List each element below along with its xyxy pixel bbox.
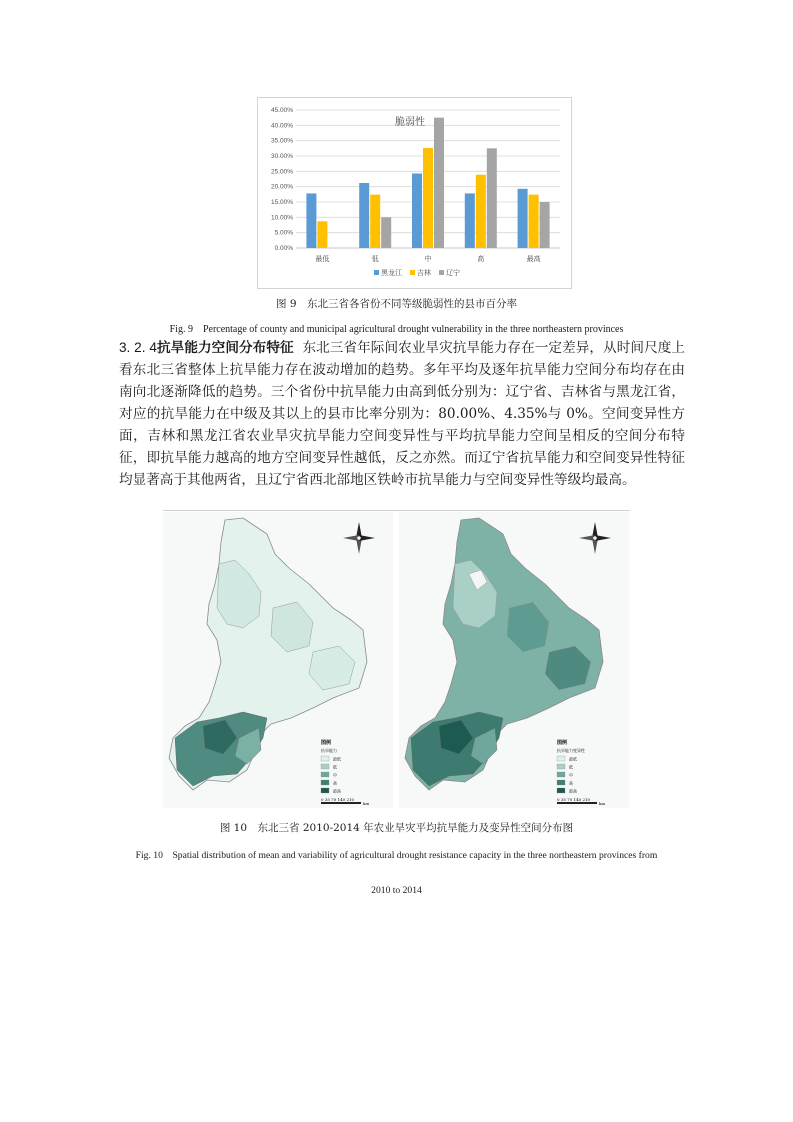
legend-swatch [321, 756, 329, 761]
y-tick-label: 35.00% [270, 137, 293, 145]
y-tick-label: 45.00% [270, 107, 293, 114]
scale-unit: km [599, 801, 606, 806]
x-tick-label: 中 [424, 255, 432, 263]
legend-class-label: 低 [569, 764, 573, 770]
section-heading: 抗旱能力空间分布特征 [156, 340, 294, 356]
legend-class-label: 中 [333, 772, 337, 778]
legend-swatch [557, 756, 565, 761]
scale-numbers: 0 35 70 140 210 [557, 797, 591, 802]
y-tick-label: 20.00% [270, 183, 293, 191]
legend-label: 吉林 [417, 269, 431, 277]
section-number: 3. 2. 4 [119, 340, 157, 355]
legend-subtitle: 抗旱能力变异性 [557, 748, 585, 753]
legend-swatch [321, 764, 329, 769]
map-resistance-variability [399, 512, 629, 808]
legend-swatch [321, 788, 329, 793]
legend-swatch [557, 788, 565, 793]
bar-黑龙江 [306, 193, 316, 248]
legend-swatch [557, 780, 565, 785]
bar-黑龙江 [518, 189, 528, 248]
legend-class-label: 低 [333, 764, 337, 770]
legend-class-label: 最高 [569, 788, 577, 794]
legend-label: 黑龙江 [381, 269, 402, 277]
x-tick-label: 最高 [526, 255, 541, 263]
bar-辽宁 [487, 148, 497, 248]
legend-title: 图例 [557, 740, 568, 746]
bar-吉林 [529, 195, 539, 248]
legend-subtitle: 抗旱能力 [321, 748, 337, 753]
legend-swatch [557, 764, 565, 769]
y-tick-label: 25.00% [270, 168, 293, 176]
legend-class-label: 最低 [569, 756, 577, 762]
x-tick-label: 最低 [315, 255, 330, 263]
x-tick-label: 高 [477, 255, 485, 263]
bar-吉林 [370, 195, 380, 248]
y-tick-label: 5.00% [274, 229, 293, 237]
scale-numbers: 0 35 70 140 210 [321, 797, 355, 802]
legend-label: 辽宁 [446, 269, 460, 277]
bar-辽宁 [381, 217, 391, 248]
y-tick-label: 30.00% [270, 153, 293, 160]
map-canvas-right [399, 512, 629, 808]
bar-黑龙江 [412, 173, 422, 248]
legend-swatch [374, 270, 379, 275]
y-tick-label: 40.00% [270, 122, 293, 130]
map-canvas-left [163, 512, 393, 808]
legend-swatch [439, 270, 444, 275]
chart-title: 脆弱性 [395, 117, 425, 128]
vulnerability-bar-chart [257, 97, 572, 289]
chart-canvas [258, 98, 571, 288]
legend-title: 图例 [321, 740, 332, 746]
legend-class-label: 高 [569, 780, 573, 786]
bar-吉林 [423, 148, 433, 248]
legend-swatch [410, 270, 415, 275]
bar-吉林 [317, 221, 327, 248]
bar-辽宁 [540, 202, 550, 248]
figure10-caption-en-line1: Fig. 10 Spatial distribution of mean and variability of agricultural drought resistance capacity in the three northeastern provinces from [135, 850, 658, 861]
y-tick-label: 0.00% [274, 245, 293, 252]
bar-辽宁 [434, 118, 444, 248]
figure9-caption-en: Fig. 9 Percentage of county and municipal agricultural drought vulnerability in the three northeastern provinces [169, 324, 624, 335]
map-mean-resistance [163, 512, 393, 808]
legend-class-label: 中 [569, 772, 573, 778]
y-tick-label: 10.00% [270, 214, 293, 222]
legend-class-label: 高 [333, 780, 337, 786]
legend-swatch [321, 780, 329, 785]
legend-class-label: 最低 [333, 756, 341, 762]
legend-class-label: 最高 [333, 788, 341, 794]
bar-黑龙江 [465, 193, 475, 248]
y-tick-label: 15.00% [270, 199, 293, 206]
figure9-caption-cn: 图 9 东北三省各省份不同等级脆弱性的县市百分率 [275, 298, 518, 310]
divider [163, 510, 630, 511]
x-tick-label: 低 [371, 255, 379, 263]
bar-吉林 [476, 175, 486, 248]
figure10-caption-cn: 图 10 东北三省 2010-2014 年农业旱灾平均抗旱能力及变异性空间分布图 [219, 822, 574, 834]
section-body-text: 东北三省年际间农业旱灾抗旱能力存在一定差异，从时间尺度上看东北三省整体上抗旱能力存在波动增加的趋势。多年平均及逐年抗旱能力空间分布均存在由南向北逐渐降低的趋势。三个省份中抗旱能力由高到低分别为：辽宁省、吉林省与黑龙江省，对应的抗旱能力在中级及其以上的县市比率分别为：80.00%、4.35%与 0%。空间变异性方面，吉林和黑龙江省农业旱灾抗旱能力空间变异性与平均抗旱能力空间呈相反的空间分布特征，即抗旱能力越高的地方空间变异性越低，反之亦然。而辽宁省抗旱能力和空间变异性特征均显著高于其他两省，且辽宁省西北部地区铁岭市抗旱能力与空间变异性等级均最高。 [119, 340, 685, 488]
bar-黑龙江 [359, 183, 369, 248]
scale-unit: km [363, 801, 370, 806]
legend-swatch [321, 772, 329, 777]
legend-swatch [557, 772, 565, 777]
figure10-caption-en-line2: 2010 to 2014 [371, 885, 422, 896]
section-paragraph [119, 337, 685, 491]
